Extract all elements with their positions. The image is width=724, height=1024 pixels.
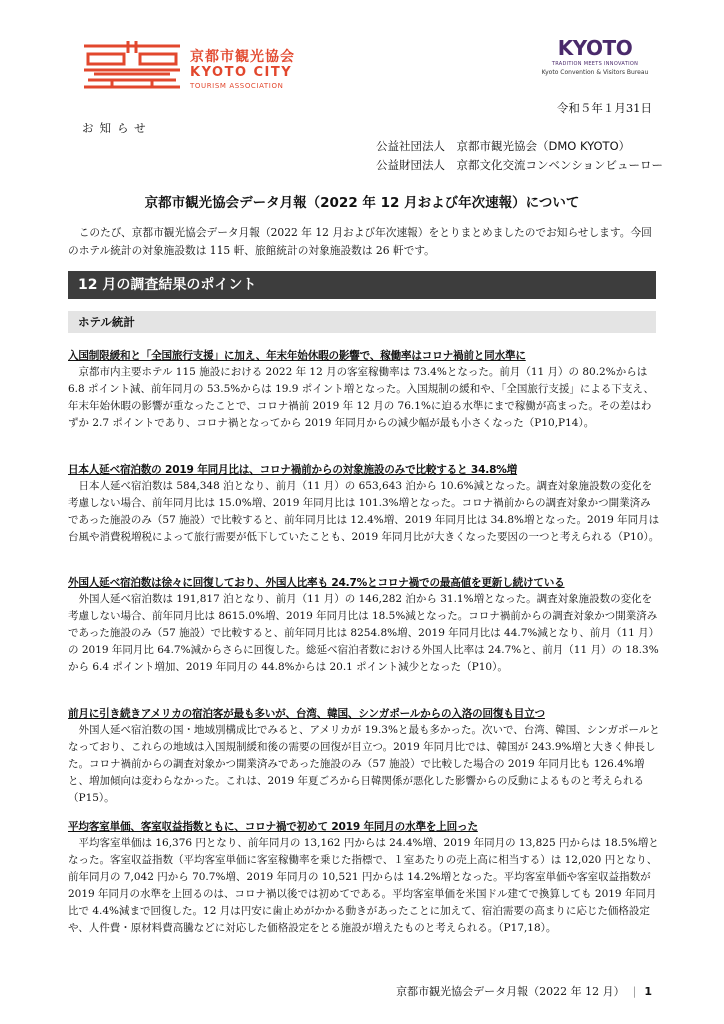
kta-logo-english-line2: TOURISM ASSOCIATION (190, 82, 284, 90)
point-body: 日本人延べ宿泊数は 584,348 泊となり、前月（11 月）の 653,643 泊から 10.6%減となった。調査対象施設数の変化を考慮しない場合、前年同月比は 15.0%増、2019 年同月比は 101.3%増となった。コロナ禍前からの調査対象かつ開業済みであった施設のみ（57 施設）で比較すると、前年同月比は 12.4%増、2019 年同月比は 34.8%増となった。2019 年同月は台風や消費税増税によって旅行需要が低下していたことも、2019 年同月比が大きくなった要因の一つと考えられる（P10）。 (68, 480, 660, 543)
section-band-heading: 12 月の調査結果のポイント (68, 271, 656, 299)
point-body: 京都市内主要ホテル 115 施設における 2022 年 12 月の客室稼働率は 73.4%となった。前月（11 月）の 80.2%からは 6.8 ポイント減、前年同月の 53.5%からは 19.9 ポイント増となった。入国規制の緩和や、「全国旅行支援」による下支え、年末年始休暇の影響が重なったことで、コロナ禍前 2019 年 12 月の 76.1%に迫る水準にまで稼働が高まった。その差はわずか 2.7 ポイントであり、コロナ禍となってから 2019 年同月からの減少幅が最も小さくなった（P10,P14）。 (68, 366, 654, 429)
point-section (68, 348, 660, 432)
footer-label: 京都市観光協会データ月報（2022 年 12 月） (396, 985, 625, 998)
kyoto-convention-visitors-bureau-logo (540, 36, 650, 92)
issue-date: 令和５年１月31日 (556, 101, 652, 115)
issuer-organization-2: 公益財団法人 京都文化交流コンベンションビューロー (376, 158, 663, 172)
point-section (68, 819, 660, 937)
point-heading: 日本人延べ宿泊数の 2019 年同月比は、コロナ禍前からの対象施設のみで比較すると 34.8%増 (68, 464, 518, 476)
point-section (68, 575, 660, 676)
hotel-statistics-subheading: ホテル統計 (68, 311, 656, 333)
kcvb-logo-tagline: TRADITION MEETS INNOVATION (551, 61, 639, 67)
kcvb-logo-name: Kyoto Convention & Visitors Bureau (541, 69, 649, 76)
point-body: 外国人延べ宿泊数は 191,817 泊となり、前月（11 月）の 146,282 泊から 31.1%増となった。調査対象施設数の変化を考慮しない場合、前年同月比は 8615.0%増、2019 年同月比は 18.5%減となった。コロナ禍前からの調査対象かつ開業済みであった施設のみ（57 施設）で比較すると、前年同月比は 8254.8%増、2019 年同月比は 44.7%減となり、前月（11 月）の 2019 年同月比 64.7%減からさらに回復した。総延べ宿泊者数における外国人比率は 24.7%と、前月（11 月）の 18.3%から 6.4 ポイント増加、2019 年同月の 44.8%からは 20.1 ポイント減少となった（P10）。 (68, 593, 660, 673)
issuer-organization-1: 公益社団法人 京都市観光協会（DMO KYOTO） (376, 139, 631, 153)
intro-paragraph: このたび、京都市観光協会データ月報（2022 年 12 月および年次速報）をとりまとめましたのでお知らせします。今回のホテル統計の対象施設数は 115 軒、旅館統計の対象施設数は 26 軒です。 (68, 226, 652, 257)
point-section (68, 462, 660, 546)
kyoto-city-tourism-association-logo (82, 40, 362, 92)
page-footer (396, 983, 652, 999)
point-section (68, 706, 660, 807)
point-body: 外国人延べ宿泊数の国・地域別構成比でみると、アメリカが 19.3%と最も多かった。次いで、台湾、韓国、シンガポールとなっており、これらの地域は入国規制緩和後の需要の回復が目立つ。2019 年同月比では、韓国が 243.9%増と大きく伸長した。コロナ禍前からの調査対象かつ開業済みであった施設のみ（57 施設）で比較した場合の 2019 年同月比も 126.4%増と、増加傾向は変わらなかった。これは、2019 年夏ごろから日韓関係が悪化した影響からの反動によるものと考えられる（P15）。 (68, 724, 660, 804)
point-heading: 外国人延べ宿泊数は徐々に回復しており、外国人比率も 24.7%とコロナ禍での最高値を更新し続けている (68, 577, 565, 589)
footer-separator: | (632, 985, 637, 998)
point-heading: 入国制限緩和と「全国旅行支援」に加え、年末年始休暇の影響で、稼働率はコロナ禍前と同水準に (68, 350, 526, 362)
document-title: 京都市観光協会データ月報（2022 年 12 月および年次速報）について (144, 195, 580, 211)
kcvb-logo-word: KYOTO (557, 36, 633, 60)
page-number: 1 (644, 985, 652, 998)
point-heading: 平均客室単価、客室収益指数ともに、コロナ禍で初めて 2019 年同月の水準を上回った (68, 821, 478, 833)
kta-logo-japanese: 京都市観光協会 (190, 49, 295, 65)
kta-emblem-icon (82, 40, 182, 90)
kta-logo-english-line1: KYOTO CITY (190, 65, 293, 80)
point-body: 平均客室単価は 16,376 円となり、前年同月の 13,162 円からは 24.4%増、2019 年同月の 13,825 円からは 18.5%増となった。客室収益指数（平均客室単価に客室稼働率を乗じた指標で、１室あたりの売上高に相当する）は 12,020 円となり、前年同月の 7,042 円から 70.7%増、2019 年同月の 10,521 円からは 14.2%増となった。平均客室単価や客室収益指数が 2019 年同月の水準を上回るのは、コロナ禍以後では初めてである。平均客室単価を米国ドル建てで換算しても 2019 年同月比で 4.4%減まで回復した。12 月は円安に歯止めがかかる動きがあったことに加えて、宿泊需要の高まりに応じた価格設定や、人件費・原材料費高騰などに対応した価格設定をとる施設が増えたものと考えられる。（P17,18）。 (68, 837, 659, 934)
notice-label: お知らせ (82, 121, 152, 135)
point-heading: 前月に引き続きアメリカの宿泊客が最も多いが、台湾、韓国、シンガポールからの入洛の回復も目立つ (68, 708, 545, 720)
